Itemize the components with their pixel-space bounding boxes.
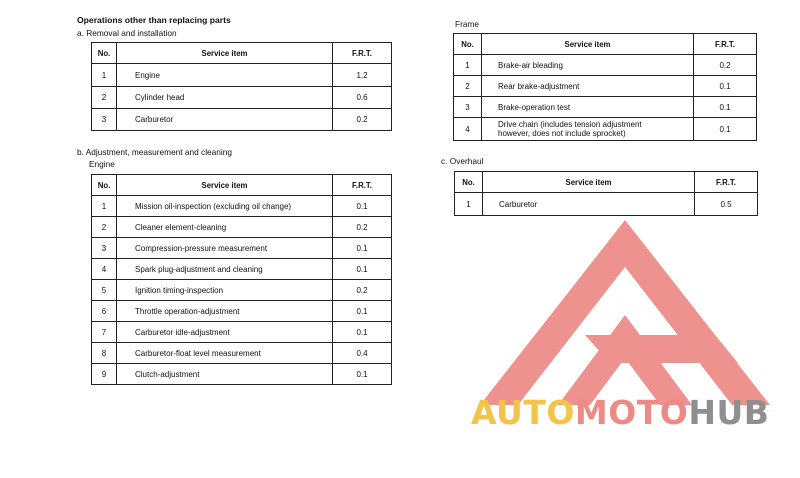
- row-item: Carburetor: [483, 193, 695, 216]
- table-row: [92, 322, 392, 343]
- logo-cross-stroke: [585, 335, 738, 363]
- overhaul-table: [454, 171, 758, 216]
- row-frt: 0.4: [333, 343, 392, 364]
- row-no: 2: [92, 87, 117, 109]
- row-frt: 0.6: [333, 87, 392, 109]
- row-item: Clutch-adjustment: [117, 364, 333, 385]
- header-service-item: Service item: [117, 43, 333, 64]
- row-item: Brake-operation test: [482, 97, 694, 118]
- header-service-item: Service item: [483, 172, 695, 193]
- row-no: 2: [454, 76, 482, 97]
- row-no: 1: [454, 55, 482, 76]
- row-item: Spark plug-adjustment and cleaning: [117, 259, 333, 280]
- row-no: 1: [92, 196, 117, 217]
- header-no: No.: [92, 175, 117, 196]
- table-header-row: [92, 175, 392, 196]
- row-item: Rear brake-adjustment: [482, 76, 694, 97]
- row-frt: 1.2: [333, 64, 392, 87]
- adjustment-title: b. Adjustment, measurement and cleaning: [77, 147, 232, 157]
- row-no: 1: [92, 64, 117, 87]
- row-item: Mission oil-inspection (excluding oil change): [117, 196, 333, 217]
- row-item: Carburetor-float level measurement: [117, 343, 333, 364]
- frame-title: Frame: [455, 19, 479, 29]
- table-row: [92, 196, 392, 217]
- table-row: [92, 364, 392, 385]
- row-item: Brake-air bleading: [482, 55, 694, 76]
- table-row: [92, 343, 392, 364]
- overhaul-title: c. Overhaul: [441, 156, 484, 166]
- logo-outer-triangle: [480, 220, 770, 405]
- header-frt: F.R.T.: [695, 172, 758, 193]
- row-no: 4: [92, 259, 117, 280]
- table-row: [92, 64, 392, 87]
- table-row: [92, 238, 392, 259]
- header-no: No.: [455, 172, 483, 193]
- frame-table: [453, 33, 757, 141]
- row-no: 6: [92, 301, 117, 322]
- row-frt: 0.1: [694, 76, 757, 97]
- table-row: [454, 97, 757, 118]
- table-header-row: [455, 172, 758, 193]
- header-service-item: Service item: [117, 175, 333, 196]
- section-title: Operations other than replacing parts: [77, 15, 231, 25]
- header-no: No.: [92, 43, 117, 64]
- row-frt: 0.2: [333, 280, 392, 301]
- row-no: 3: [92, 109, 117, 131]
- header-service-item: Service item: [482, 34, 694, 55]
- adjustment-table: [91, 174, 392, 385]
- row-frt: 0.1: [333, 301, 392, 322]
- row-no: 8: [92, 343, 117, 364]
- table-row: [92, 87, 392, 109]
- row-item: Cleaner element-cleaning: [117, 217, 333, 238]
- row-item: Compression-pressure measurement: [117, 238, 333, 259]
- logo-text-auto: AUTO: [471, 393, 575, 432]
- removal-title: a. Removal and installation: [77, 28, 177, 38]
- table-header-row: [454, 34, 757, 55]
- table-row: [92, 259, 392, 280]
- row-item: Drive chain (includes tension adjustment however, does not include sprocket): [482, 118, 694, 141]
- header-frt: F.R.T.: [694, 34, 757, 55]
- row-frt: 0.1: [333, 196, 392, 217]
- row-item: Ignition timing-inspection: [117, 280, 333, 301]
- row-item: Carburetor: [117, 109, 333, 131]
- row-frt: 0.1: [333, 364, 392, 385]
- table-row: [92, 280, 392, 301]
- row-no: 5: [92, 280, 117, 301]
- adjustment-subtitle: Engine: [89, 159, 115, 169]
- row-no: 3: [92, 238, 117, 259]
- table-row: [92, 109, 392, 131]
- table-row: [454, 118, 757, 141]
- row-frt: 0.5: [695, 193, 758, 216]
- table-row: [92, 301, 392, 322]
- row-frt: 0.2: [333, 217, 392, 238]
- row-item: Throttle operation-adjustment: [117, 301, 333, 322]
- row-item: Engine: [117, 64, 333, 87]
- table-row: [455, 193, 758, 216]
- row-no: 7: [92, 322, 117, 343]
- row-frt: 0.1: [333, 322, 392, 343]
- table-row: [454, 76, 757, 97]
- row-frt: 0.1: [333, 259, 392, 280]
- removal-table: [91, 42, 392, 131]
- row-no: 2: [92, 217, 117, 238]
- header-frt: F.R.T.: [333, 43, 392, 64]
- table-header-row: [92, 43, 392, 64]
- row-frt: 0.1: [694, 118, 757, 141]
- row-frt: 0.1: [333, 238, 392, 259]
- header-frt: F.R.T.: [333, 175, 392, 196]
- row-frt: 0.2: [694, 55, 757, 76]
- row-item: Cylinder head: [117, 87, 333, 109]
- row-no: 1: [455, 193, 483, 216]
- table-row: [92, 217, 392, 238]
- table-row: [454, 55, 757, 76]
- watermark-logo-text: [471, 393, 769, 432]
- row-no: 9: [92, 364, 117, 385]
- logo-text-hub: HUB: [688, 393, 770, 432]
- row-item: Carburetor idle-adjustment: [117, 322, 333, 343]
- row-no: 4: [454, 118, 482, 141]
- row-frt: 0.1: [694, 97, 757, 118]
- row-no: 3: [454, 97, 482, 118]
- row-frt: 0.2: [333, 109, 392, 131]
- header-no: No.: [454, 34, 482, 55]
- logo-text-moto: MOTO: [574, 393, 689, 432]
